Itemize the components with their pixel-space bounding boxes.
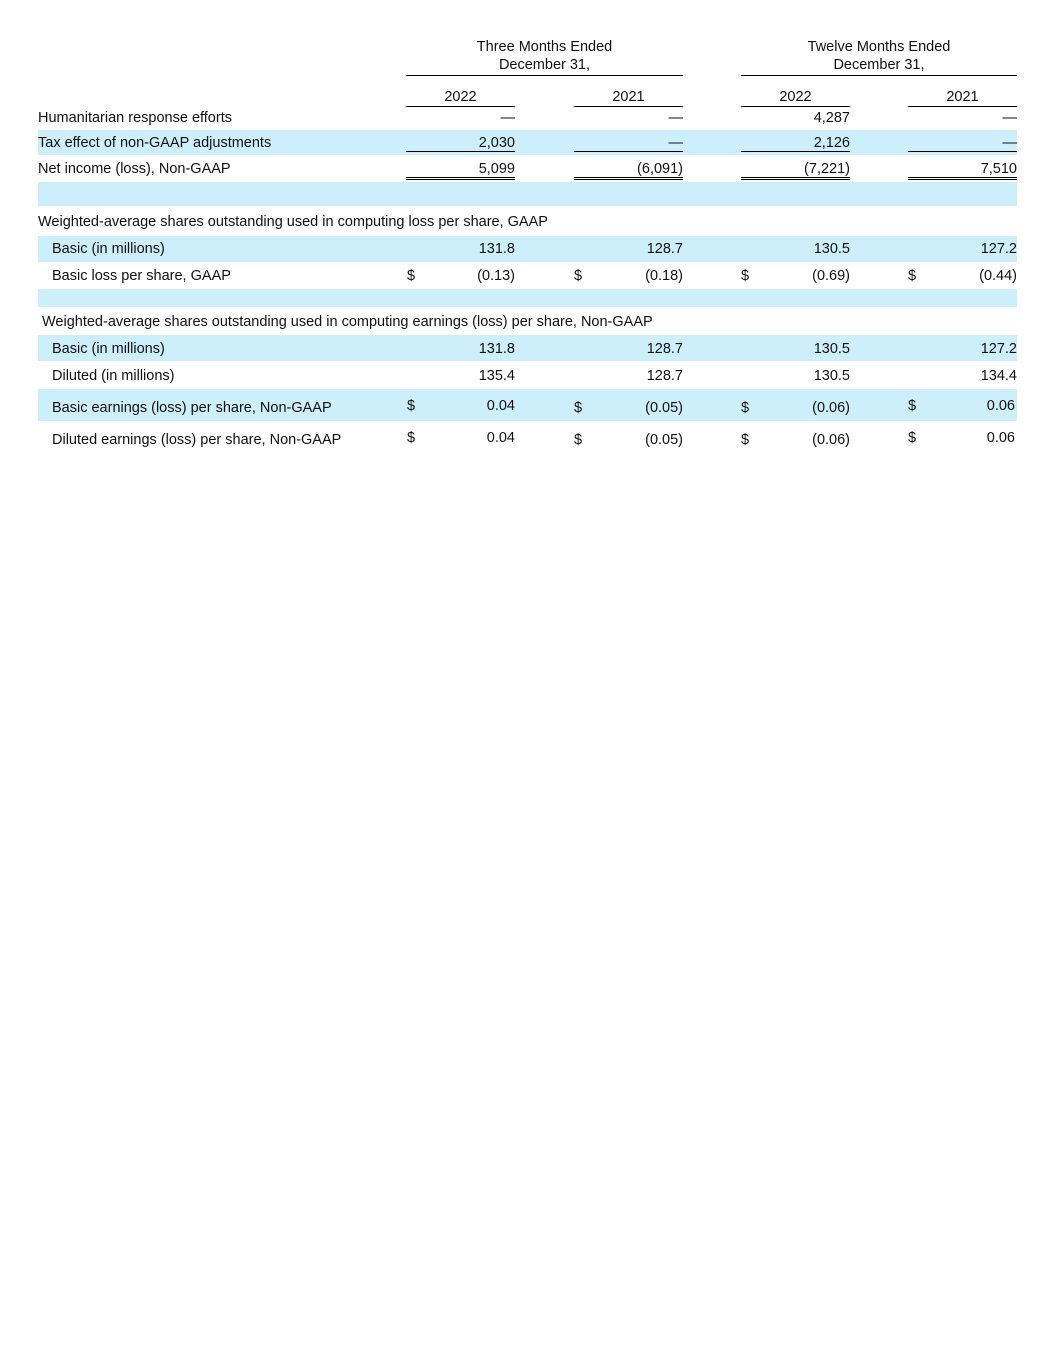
currency-symbol: $ (741, 268, 750, 284)
year-header: 2022 (406, 88, 515, 107)
row-band (38, 182, 1017, 206)
currency-symbol: $ (407, 430, 416, 446)
cell-value: (0.18) (645, 268, 683, 284)
section-title: Weighted-average shares outstanding used in computing earnings (loss) per share, Non-GAAP (42, 314, 653, 330)
cell-value: 128.7 (646, 368, 683, 384)
cell-value: 130.5 (813, 241, 850, 257)
row-band (38, 335, 1017, 361)
row-band (38, 289, 1017, 307)
cell-value: — (500, 110, 515, 126)
cell-value: 135.4 (478, 368, 515, 384)
cell-value: 0.04 (486, 398, 515, 414)
currency-symbol: $ (574, 432, 583, 448)
cell-value: (0.06) (812, 432, 850, 448)
section-title: Weighted-average shares outstanding used in computing loss per share, GAAP (38, 214, 548, 230)
currency-symbol: $ (908, 430, 917, 446)
cell-value: 2,126 (741, 135, 850, 152)
year-header: 2021 (574, 88, 683, 107)
cell-value: 134.4 (980, 368, 1017, 384)
row-band (38, 236, 1017, 262)
cell-value: 131.8 (478, 241, 515, 257)
currency-symbol: $ (407, 398, 416, 414)
cell-value: 127.2 (980, 241, 1017, 257)
year-header: 2022 (741, 88, 850, 107)
row-label: Tax effect of non-GAAP adjustments (38, 135, 272, 151)
currency-symbol: $ (741, 432, 750, 448)
cell-value: — (1002, 110, 1017, 126)
cell-value: (6,091) (574, 161, 683, 180)
cell-value: 128.7 (646, 341, 683, 357)
group-header-rule (406, 75, 683, 76)
group-header-three-months: Three Months Ended December 31, (476, 39, 613, 73)
row-label: Diluted earnings (loss) per share, Non-GAAP (52, 432, 342, 448)
row-label: Basic earnings (loss) per share, Non-GAAP (52, 400, 332, 416)
cell-value: (0.13) (477, 268, 515, 284)
cell-value: 127.2 (980, 341, 1017, 357)
cell-value: 0.06 (986, 430, 1015, 446)
cell-value: 131.8 (478, 341, 515, 357)
cell-value: (0.05) (645, 400, 683, 416)
row-label: Basic (in millions) (52, 241, 165, 257)
group-header-twelve-months: Twelve Months Ended December 31, (807, 39, 951, 73)
row-label: Basic loss per share, GAAP (52, 268, 231, 284)
row-label: Diluted (in millions) (52, 368, 175, 384)
cell-value: (0.44) (979, 268, 1017, 284)
cell-value: 4,287 (813, 110, 850, 126)
currency-symbol: $ (741, 400, 750, 416)
currency-symbol: $ (574, 268, 583, 284)
cell-value: 5,099 (406, 161, 515, 180)
currency-symbol: $ (908, 398, 917, 414)
cell-value: (7,221) (741, 161, 850, 180)
cell-value: 128.7 (646, 241, 683, 257)
currency-symbol: $ (908, 268, 917, 284)
cell-value: — (908, 135, 1017, 152)
currency-symbol: $ (574, 400, 583, 416)
cell-value: 130.5 (813, 341, 850, 357)
cell-value: 0.06 (986, 398, 1015, 414)
cell-value: 7,510 (908, 161, 1017, 180)
cell-value: (0.69) (812, 268, 850, 284)
row-label: Humanitarian response efforts (38, 110, 232, 126)
cell-value: — (574, 135, 683, 152)
cell-value: (0.06) (812, 400, 850, 416)
cell-value: 130.5 (813, 368, 850, 384)
row-label: Basic (in millions) (52, 341, 165, 357)
cell-value: (0.05) (645, 432, 683, 448)
cell-value: — (668, 110, 683, 126)
cell-value: 2,030 (406, 135, 515, 152)
row-label: Net income (loss), Non-GAAP (38, 161, 231, 177)
currency-symbol: $ (407, 268, 416, 284)
group-header-rule (741, 75, 1017, 76)
year-header: 2021 (908, 88, 1017, 107)
cell-value: 0.04 (486, 430, 515, 446)
